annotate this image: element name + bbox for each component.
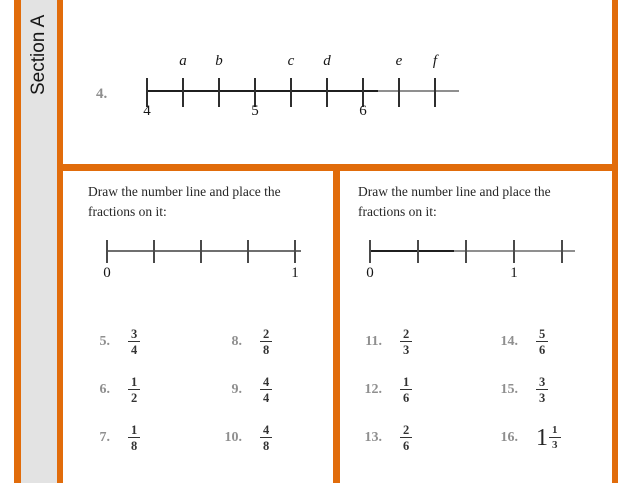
- problem-item: [210, 423, 272, 454]
- fraction-numerator: 2: [400, 423, 412, 438]
- fraction-denominator: 8: [263, 343, 270, 357]
- problem-item: [486, 375, 561, 406]
- fraction-denominator: 3: [539, 391, 546, 405]
- number-line-rule: [147, 90, 459, 92]
- problem-item: [350, 375, 486, 406]
- fraction: [400, 375, 412, 406]
- fraction: [549, 424, 561, 451]
- problem-number: 13.: [364, 430, 382, 445]
- tick-mark: [465, 240, 467, 263]
- fraction-denominator: 6: [539, 343, 546, 357]
- problems-list: [78, 318, 272, 462]
- tick-letter-label: e: [395, 53, 403, 69]
- vertical-panel-divider: [333, 164, 340, 483]
- fraction-denominator: 3: [552, 439, 558, 451]
- section-label: Section A: [28, 14, 49, 96]
- fraction-denominator: 8: [263, 439, 270, 453]
- problem-number: 11.: [365, 334, 382, 349]
- left-outer-accent-bar: [14, 0, 21, 483]
- number-line: [103, 238, 301, 283]
- mixed-number-whole: 1: [536, 425, 548, 451]
- problem-number: 8.: [231, 334, 242, 349]
- fraction-numerator: 3: [536, 375, 548, 390]
- problem-item: [486, 424, 561, 451]
- fraction: [128, 375, 140, 406]
- tick-number-label: 1: [510, 265, 518, 281]
- fraction-numerator: 3: [128, 327, 140, 342]
- tick-mark: [153, 240, 155, 263]
- tick-mark: [200, 240, 202, 263]
- number-line-rule: [107, 250, 301, 252]
- problem-number: 5.: [99, 334, 110, 349]
- fraction-numerator: 4: [260, 423, 272, 438]
- problem-item: [78, 327, 210, 358]
- problem-number: 16.: [500, 430, 518, 445]
- problems-list: [350, 318, 561, 462]
- fraction: [128, 327, 140, 358]
- problem-item: [210, 327, 272, 358]
- tick-letter-label: a: [179, 53, 187, 69]
- problem-number: 12.: [364, 382, 382, 397]
- fraction-numerator: 1: [128, 375, 140, 390]
- fraction: [260, 327, 272, 358]
- fraction-numerator: 2: [400, 327, 412, 342]
- tick-number-label: 4: [143, 103, 151, 119]
- fraction-numerator: 1: [400, 375, 412, 390]
- number-line: [143, 53, 459, 125]
- fraction-numerator: 2: [260, 327, 272, 342]
- tick-mark: [290, 78, 292, 107]
- number-line: [366, 238, 575, 283]
- tick-mark: [294, 240, 296, 263]
- tick-mark: [513, 240, 515, 263]
- tick-number-label: 5: [251, 103, 259, 119]
- tick-mark: [398, 78, 400, 107]
- fraction-denominator: 8: [131, 439, 138, 453]
- problem-item: [210, 375, 272, 406]
- fraction-numerator: 1: [128, 423, 140, 438]
- tick-letter-label: c: [287, 53, 295, 69]
- fraction-numerator: 1: [549, 424, 561, 438]
- tick-mark: [561, 240, 563, 263]
- problem-number: 7.: [99, 430, 110, 445]
- fraction-denominator: 4: [131, 343, 138, 357]
- problem-number: 9.: [231, 382, 242, 397]
- fraction: [260, 423, 272, 454]
- fraction-numerator: 4: [260, 375, 272, 390]
- tick-mark: [326, 78, 328, 107]
- tick-mark: [106, 240, 108, 263]
- number-line-rule: [370, 250, 575, 252]
- tick-letter-label: f: [432, 53, 438, 69]
- tick-number-label: 0: [366, 265, 374, 281]
- problem-item: [350, 327, 486, 358]
- tick-number-label: 0: [103, 265, 111, 281]
- instruction-text: Draw the number line and place the fractions on it:: [88, 184, 281, 220]
- fraction: [536, 375, 548, 406]
- tick-mark: [417, 240, 419, 263]
- fraction: [260, 375, 272, 406]
- fraction: [128, 423, 140, 454]
- fraction-denominator: 3: [403, 343, 410, 357]
- instruction-text: Draw the number line and place the fractions on it:: [358, 184, 551, 220]
- left-inner-accent-bar: [57, 0, 63, 483]
- fraction-denominator: 4: [263, 391, 270, 405]
- tick-mark: [182, 78, 184, 107]
- fraction: [400, 327, 412, 358]
- tick-number-label: 1: [291, 265, 299, 281]
- problem-number: 14.: [500, 334, 518, 349]
- tick-mark: [247, 240, 249, 263]
- problem-item: [350, 423, 486, 454]
- problem-number: 15.: [500, 382, 518, 397]
- tick-mark: [434, 78, 436, 107]
- fraction-denominator: 6: [403, 439, 410, 453]
- problem-number: 10.: [224, 430, 242, 445]
- fraction-denominator: 2: [131, 391, 138, 405]
- problem-item: [78, 423, 210, 454]
- tick-number-label: 6: [359, 103, 367, 119]
- tick-mark: [218, 78, 220, 107]
- fraction: [400, 423, 412, 454]
- fraction-denominator: 6: [403, 391, 410, 405]
- problem-number: 6.: [99, 382, 110, 397]
- fraction: [536, 327, 548, 358]
- fraction-numerator: 5: [536, 327, 548, 342]
- problem-number: 4.: [96, 86, 108, 102]
- tick-letter-label: d: [323, 53, 331, 69]
- problem-item: [486, 327, 561, 358]
- tick-mark: [369, 240, 371, 263]
- tick-letter-label: b: [215, 53, 223, 69]
- problem-item: [78, 375, 210, 406]
- right-accent-bar: [612, 0, 618, 483]
